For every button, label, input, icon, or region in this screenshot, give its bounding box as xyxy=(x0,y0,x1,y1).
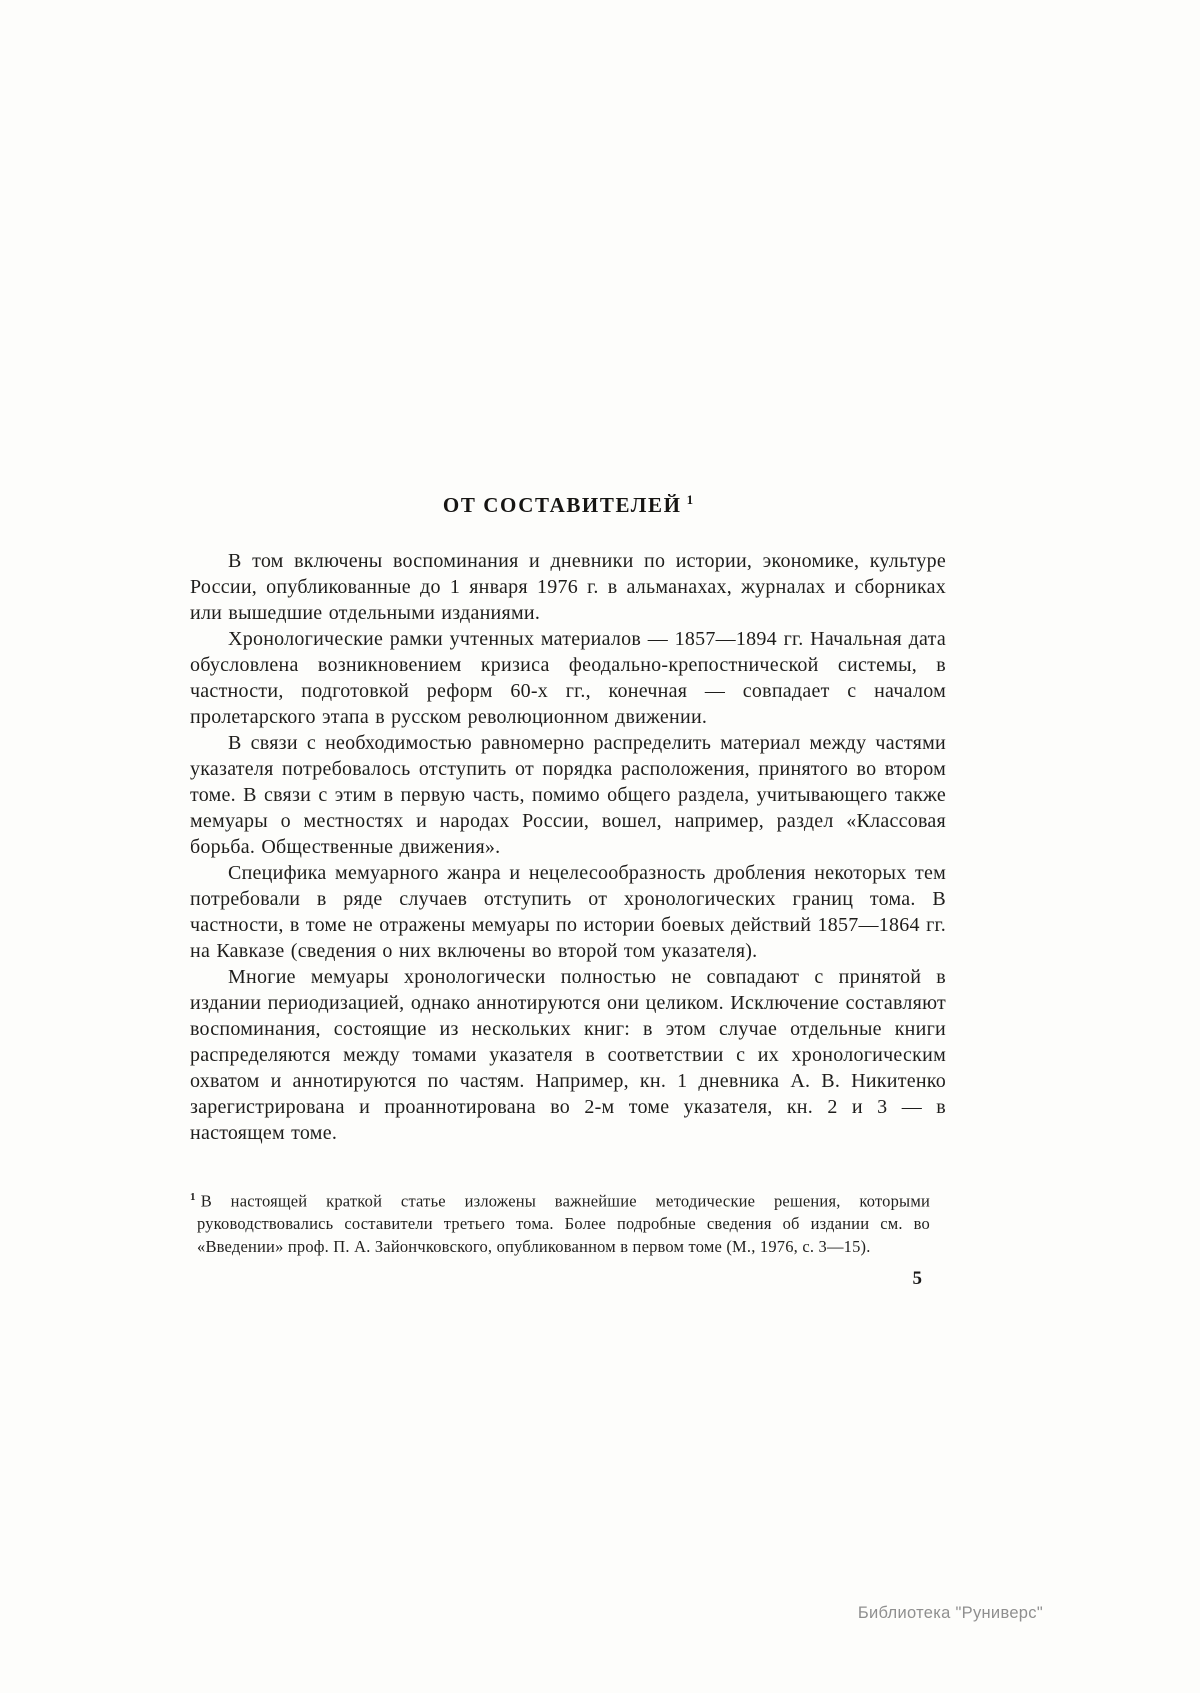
paragraph-1: В том включены воспоминания и дневники по истории, экономике, культуре России, опубликованные до 1 января 1976 г. в альманахах, журналах и сборниках или вышедшие отдельными изданиями. xyxy=(190,550,946,624)
footnote-text: В настоящей краткой статье изложены важнейшие методические решения, которыми руководствовались составители третьего тома. Более подробные сведения об издании см. во «Введении» проф. П. А. Зайончковского, опубликованном в первом томе (М., 1976, с. 3—15). xyxy=(197,1191,930,1256)
body-text xyxy=(190,548,946,1146)
footnote-marker: 1 xyxy=(190,1191,196,1203)
text-column xyxy=(190,492,946,1290)
watermark: Библиотека "Руниверс" xyxy=(857,1604,1043,1622)
paragraph-3: В связи с необходимостью равномерно распределить материал между частями указателя потребовалось отступить от порядка расположения, принятого во втором томе. В связи с этим в первую часть, помимо общего раздела, учитывающего также мемуары о местностях и народах России, вошел, например, раздел «Классовая борьба. Общественные движения». xyxy=(190,732,946,858)
title-footnote-marker: 1 xyxy=(686,492,694,507)
footnote xyxy=(190,1186,930,1258)
paragraph-5: Многие мемуары хронологически полностью не совпадают с принятой в издании периодизацией, однако аннотируются они целиком. Исключение составляют воспоминания, состоящие из нескольких книг: в этом случае отдельные книги распределяются между томами указателя в соответствии с их хронологическим охватом и аннотируются по частям. Например, кн. 1 дневника А. В. Никитенко зарегистрирована и проаннотирована во 2-м томе указателя, кн. 2 и 3 — в настоящем томе. xyxy=(190,966,946,1144)
page-number: 5 xyxy=(912,1268,922,1289)
page-title-text: ОТ СОСТАВИТЕЛЕЙ xyxy=(442,493,682,517)
page-title xyxy=(190,492,946,518)
paragraph-2: Хронологические рамки учтенных материалов — 1857—1894 гг. Начальная дата обусловлена возникновением кризиса феодально-крепостнической системы, в частности, подготовкой реформ 60-х гг., конечная — совпадает с началом пролетарского этапа в русском революционном движении. xyxy=(190,628,946,728)
paragraph-4: Специфика мемуарного жанра и нецелесообразность дробления некоторых тем потребовали в ряде случаев отступить от хронологических границ тома. В частности, в томе не отражены мемуары по истории боевых действий 1857—1864 гг. на Кавказе (сведения о них включены во второй том указателя). xyxy=(190,862,946,962)
